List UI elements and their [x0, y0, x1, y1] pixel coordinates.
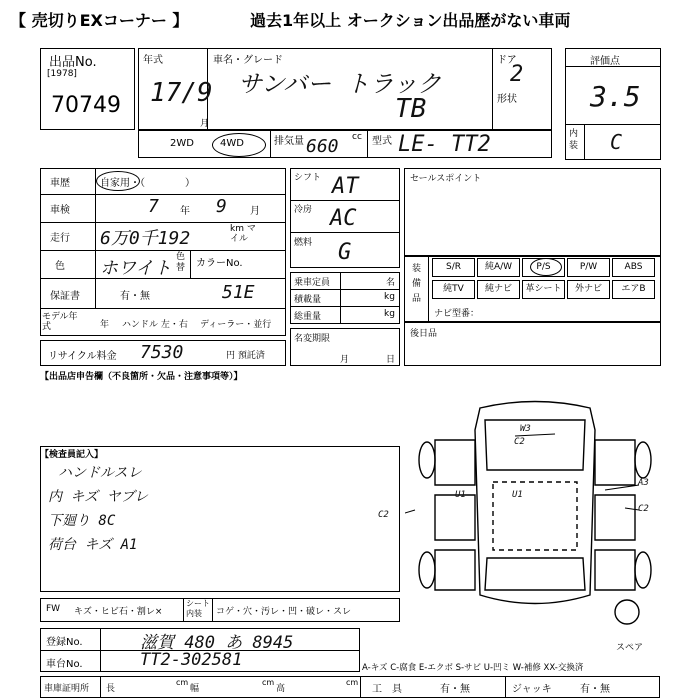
name-change-day: 日 [386, 355, 396, 365]
name-label: 車名・グレード [213, 55, 283, 66]
lot-box [40, 48, 135, 130]
diagram-label-a3: A3 [638, 478, 649, 488]
load-label: 積載量 [294, 295, 322, 305]
fw-text2: コゲ・穴・汚レ・凹・破レ・スレ [216, 607, 352, 617]
capacity-label: 乗車定員 [294, 278, 331, 288]
fw-inner: シート内装 [186, 599, 210, 618]
ac-value: AC [330, 206, 357, 231]
diagram-label-w3: W3 [520, 424, 531, 434]
footer-cm2: cm [262, 678, 275, 687]
inspector-line-3: 下廻り 8C [48, 513, 116, 529]
inspection-month: 9 [216, 196, 227, 217]
equipment-row1-2: P/S [522, 258, 565, 277]
history-circle [96, 171, 140, 191]
mileage-label: 走行 [50, 233, 70, 244]
registration-value: 滋賀 480 あ 8945 [140, 633, 294, 653]
door-label: ドア [497, 55, 517, 66]
year-label: 年式 [143, 55, 163, 66]
year-value: 17/9 [150, 78, 213, 108]
history-value: 自家用・（ ） [100, 178, 195, 189]
drive-4wd-circle [212, 133, 266, 157]
equipment-row1-3: P/W [567, 258, 610, 277]
sales-label: セールスポイント [410, 174, 482, 184]
delivery-label: 後日品 [410, 329, 438, 339]
equipment-row2-1: 純ナビ [477, 280, 520, 299]
score-value: 3.5 [590, 80, 641, 113]
inspection-year: 7 [148, 196, 159, 217]
equipment-row2-3: 外ナビ [567, 280, 610, 299]
footer-cm1: cm [176, 678, 189, 687]
color-sub: 色替 [176, 252, 186, 273]
equipment-row1-1: 純A/W [477, 258, 520, 277]
equipment-row2-4: エアB [612, 280, 655, 299]
footer-haba: 幅 [190, 684, 200, 694]
name-grade: TB [395, 94, 427, 124]
door-value: 2 [510, 62, 524, 87]
ac-label: 冷房 [294, 205, 313, 215]
fw-label: FW [46, 604, 61, 614]
weight-label: 総重量 [294, 312, 322, 322]
chassis-value: TT2-302581 [140, 650, 243, 670]
footer-cm3: cm [346, 678, 359, 687]
equipment-row2-2: 革シート [522, 280, 565, 299]
weight-unit: kg [384, 309, 395, 319]
diagram-label-u1-left: U1 [455, 490, 466, 500]
damage-legend: A-キズ C-腐食 E-エクボ S-サビ U-凹ミ W-補修 XX-交換済 [362, 663, 584, 673]
footer-jack: ジャッキ [512, 684, 552, 695]
inspection-m: 月 [250, 206, 260, 217]
displacement-value: 660 [306, 136, 339, 157]
score-label: 評価点 [590, 56, 620, 67]
colorno-label: カラーNo. [196, 258, 243, 269]
model-value: LE- TT2 [398, 132, 491, 157]
name-change-month: 月 [340, 355, 350, 365]
color-value: ホワイト [100, 258, 172, 279]
header-bar [10, 4, 690, 32]
fuel-value: G [338, 240, 352, 265]
ps-circle [530, 258, 562, 276]
equipment-row1-4: ABS [612, 258, 655, 277]
fw-text: キズ・ヒビ石・割レ× [74, 607, 163, 617]
lot-label: 出品No. [49, 55, 97, 70]
fuel-label: 燃料 [294, 238, 313, 248]
inspector-label: 【検査員記入】 [40, 450, 104, 460]
name-value: サンバー トラック [238, 70, 442, 98]
warranty-label: 保証書 [50, 291, 80, 302]
mileage-unit: km マイル [230, 224, 256, 244]
recycle-unit: 円 預託済 [226, 351, 265, 361]
inspection-label: 車検 [50, 205, 70, 216]
equipment-row2-0: 純TV [432, 280, 475, 299]
lot-number: 70749 [51, 93, 121, 118]
chassis-label: 車台No. [46, 659, 83, 670]
warranty-value: 有・無 [120, 291, 150, 302]
inspector-line-2: 内 キズ ヤブレ [48, 489, 149, 505]
model-label: 型式 [372, 136, 392, 147]
mileage-value: 6万0千192 [100, 228, 191, 249]
equipment-row1-0: S/R [432, 258, 475, 277]
interior-label: 内装 [569, 129, 579, 151]
shift-label: シフト [294, 173, 322, 183]
lot-sub: [1978] [47, 69, 77, 79]
door-shape: 形状 [497, 94, 517, 105]
interior-value: C [610, 130, 623, 154]
footer-tools-value: 有・無 [440, 684, 470, 695]
spare-label: スペア [616, 643, 644, 653]
inspection-y: 年 [180, 206, 190, 217]
shift-value: AT [332, 174, 359, 199]
inspector-line-1: ハンドルスレ [58, 465, 142, 481]
capacity-unit: 名 [386, 278, 396, 288]
displacement-label: 排気量 [274, 136, 304, 147]
seller-note-label: 【出品店申告欄（不良箇所・欠品・注意事項等）】 [40, 372, 243, 382]
footer-takasa: 高 [276, 684, 286, 694]
inspector-line-4: 荷台 キズ A1 [48, 537, 138, 553]
displacement-unit: cc [352, 132, 362, 142]
header-left: 【 売切りEXコーナー 】 [10, 11, 189, 30]
load-unit: kg [384, 292, 395, 302]
diagram-label-c2-right: C2 [638, 504, 649, 514]
delivery-box [404, 322, 661, 366]
footer-tools: 工 具 [372, 684, 402, 695]
recycle-value: 7530 [140, 342, 184, 363]
diagram-label-c2-top: C2 [514, 437, 525, 447]
name-change-label: 名変期限 [294, 334, 331, 344]
modelyear-dealer: ディーラー・並行 [200, 320, 272, 330]
footer-cert: 車庫証明所 [44, 684, 90, 694]
header-right: 過去1年以上 オークション出品歴がない車両 [250, 11, 571, 30]
recycle-label: リサイクル料金 [48, 351, 117, 362]
navi-label: ナビ型番： [434, 309, 480, 319]
colorno-value: 51E [222, 282, 255, 303]
diagram-label-u1-right: U1 [512, 490, 523, 500]
equipment-label: 装備品 [412, 264, 422, 304]
history-label: 車歴 [50, 178, 70, 189]
drive-2wd: 2WD [170, 138, 194, 149]
diagram-label-c2-left: C2 [378, 510, 389, 520]
footer-jack-value: 有・無 [580, 684, 610, 695]
year-month: 月 [200, 119, 210, 129]
modelyear-label: モデル年式 [42, 312, 78, 332]
modelyear-year: 年 [100, 320, 110, 330]
car-diagram [405, 390, 670, 625]
registration-label: 登録No. [46, 637, 83, 648]
color-label: 色 [55, 261, 65, 272]
drive-4wd: 4WD [220, 138, 244, 149]
footer-ten: 長 [106, 684, 116, 694]
modelyear-handle: ハンドル 左・右 [122, 320, 188, 330]
